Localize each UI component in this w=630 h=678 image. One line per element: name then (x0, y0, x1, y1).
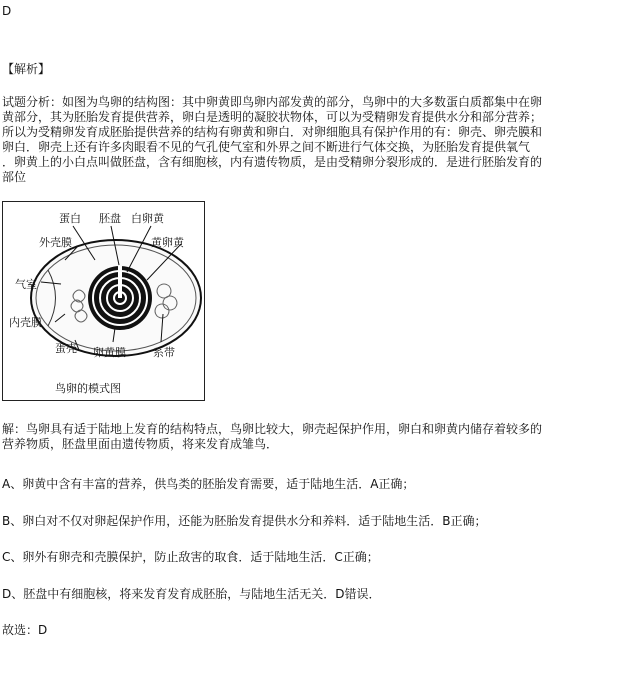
analysis-line: 试题分析：如图为鸟卵的结构图：其中卵黄即鸟卵内部发黄的部分，鸟卵中的大多数蛋白质都集中在卵 (2, 95, 543, 109)
analysis-line: ．卵黄上的小白点叫做胚盘，含有细胞核，内有遗传物质，是由受精卵分裂形成的．是进行胚胎发育的 (2, 155, 543, 169)
answer-letter: D (2, 4, 12, 18)
label-vitelline-membrane: 卵黄膜 (93, 346, 126, 359)
solution-line: 营养物质，胚盘里面由遗传物质，将来发育成雏鸟． (2, 437, 279, 451)
label-inner-shell-membrane: 内壳膜 (9, 316, 42, 329)
white-yolk-stalk (118, 266, 122, 298)
option-d: D、胚盘中有细胞核，将来发育发育成胚胎，与陆地生活无关．D错误． (2, 587, 381, 601)
label-air-cell: 气室 (15, 278, 37, 291)
label-egg-white: 蛋白 (59, 212, 81, 225)
analysis-line: 部位 (2, 170, 27, 184)
label-germinal-disc: 胚盘 (99, 212, 121, 225)
label-chalaza: 系带 (153, 346, 175, 359)
conclusion: 故选：D (2, 623, 48, 637)
figure-caption: 鸟卵的模式图 (55, 382, 121, 395)
egg-diagram (3, 202, 204, 400)
analysis-paragraph (2, 95, 628, 185)
option-a: A、卵黄中含有丰富的营养，供鸟类的胚胎发育需要，适于陆地生活．A正确； (2, 477, 415, 491)
section-heading: 【解析】 (2, 62, 51, 76)
egg-structure-figure (2, 201, 205, 401)
analysis-line: 所以为受精卵发育成胚胎提供营养的结构有卵黄和卵白．对卵细胞具有保护作用的有：卵壳、卵壳膜和 (2, 125, 543, 139)
label-white-yolk: 白卵黄 (131, 212, 164, 225)
analysis-line: 卵白．卵壳上还有许多肉眼看不见的气孔使气室和外界之间不断进行气体交换，为胚胎发育提供氧气 (2, 140, 531, 154)
option-c: C、卵外有卵壳和壳膜保护，防止敌害的取食．适于陆地生活．C正确； (2, 550, 379, 564)
label-shell: 蛋壳 (55, 342, 77, 355)
label-yellow-yolk: 黄卵黄 (151, 236, 184, 249)
solution-paragraph (2, 422, 628, 452)
analysis-line: 黄部分，其为胚胎发育提供营养，卵白是透明的凝胶状物体，可以为受精卵发育提供水分和部分营养； (2, 110, 543, 124)
label-outer-shell-membrane: 外壳膜 (39, 236, 72, 249)
option-b: B、卵白对不仅对卵起保护作用，还能为胚胎发育提供水分和养料．适于陆地生活．B正确； (2, 514, 487, 528)
solution-line: 解：鸟卵具有适于陆地上发育的结构特点，鸟卵比较大，卵壳起保护作用，卵白和卵黄内储存着较多的 (2, 422, 543, 436)
